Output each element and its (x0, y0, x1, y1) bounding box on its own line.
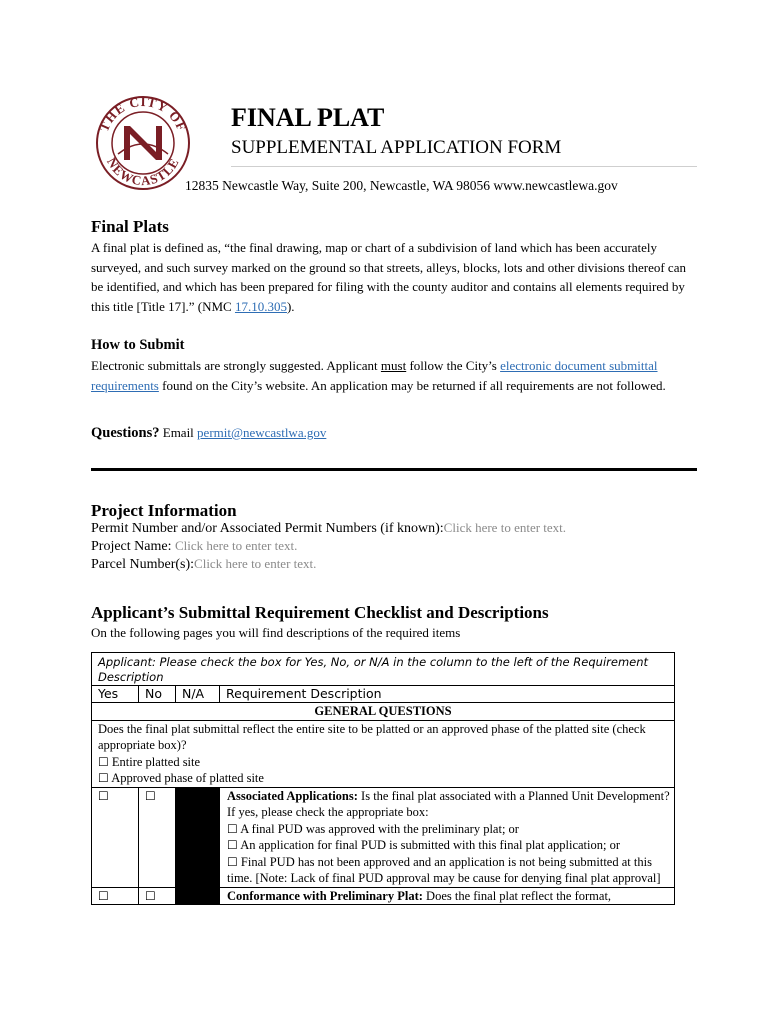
col-description-header: Requirement Description (220, 686, 675, 703)
project-name-field[interactable]: Click here to enter text. (174, 538, 298, 553)
pud-option-3-checkbox[interactable]: ☐ (227, 854, 238, 869)
approved-phase-option[interactable] (98, 770, 674, 787)
table-row (92, 787, 675, 887)
general-questions-header: GENERAL QUESTIONS (92, 703, 675, 721)
pud-option-1-label: A final PUD was approved with the preliminary plat; or (240, 821, 519, 836)
entire-site-checkbox[interactable]: ☐ (98, 754, 109, 769)
final-plats-definition (91, 238, 691, 316)
conformance-cell (220, 887, 675, 905)
how-to-submit-heading: How to Submit (91, 337, 185, 353)
parcel-number-row (91, 556, 316, 573)
entire-site-option[interactable] (98, 754, 674, 771)
final-plats-heading: Final Plats (91, 217, 169, 236)
col-na-header: N/A (176, 686, 220, 703)
parcel-number-field[interactable]: Click here to enter text. (194, 556, 317, 571)
associated-applications-text: Is the final plat associated with a Planned Unit Development? If yes, please check the appropriate box: (227, 788, 670, 819)
approved-phase-checkbox[interactable]: ☐ (98, 771, 109, 785)
city-address: 12835 Newcastle Way, Suite 200, Newcastle, WA 98056 www.newcastlewa.gov (185, 178, 618, 193)
table-header-row (92, 686, 675, 703)
scope-question-cell (92, 720, 675, 787)
scope-question-text: Does the final plat submittal reflect the entire site to be platted or an approved phase of the platted site (check appropriate box)? (98, 721, 646, 752)
permit-number-field[interactable]: Click here to enter text. (443, 520, 567, 535)
checklist-heading: Applicant’s Submittal Requirement Checklist and Descriptions (91, 603, 549, 622)
associated-applications-cell (220, 787, 675, 887)
parcel-number-label: Parcel Number(s): (91, 557, 195, 572)
form-title: FINAL PLAT (231, 103, 385, 132)
conformance-text: Does the final plat reflect the format, (422, 888, 612, 903)
questions-label: Questions? (91, 425, 160, 441)
pud-option-3-label: Final PUD has not been approved and an application is not being submitted at this time. [Note: Lack of final PUD approval may be cause for denying final plat approval] (227, 854, 661, 885)
pud-option-2-label: An application for final PUD is submitted with this final plat application; or (240, 838, 621, 852)
yes-checkbox[interactable]: ☐ (98, 888, 109, 903)
no-cell (139, 887, 176, 905)
permit-number-label: Permit Number and/or Associated Permit Numbers (if known): (91, 521, 444, 536)
col-no-header: No (139, 686, 176, 703)
section-divider (91, 468, 697, 471)
entire-site-label: Entire platted site (111, 754, 201, 769)
yes-cell (92, 887, 139, 905)
no-checkbox[interactable]: ☐ (145, 888, 156, 903)
project-name-label: Project Name: (91, 539, 175, 554)
permit-email-link[interactable]: permit@newcastlwa.gov (197, 425, 327, 440)
header-divider (231, 166, 697, 167)
na-cell-blocked (176, 887, 220, 905)
permit-number-row (91, 520, 566, 537)
applicant-instructions: Applicant: Please check the box for Yes, No, or N/A in the column to the left of the Requirement Description (92, 653, 675, 686)
pud-option-1[interactable] (227, 821, 674, 838)
table-row (92, 720, 675, 787)
questions-text: Email (159, 425, 198, 440)
svg-text:NEWCASTLE: NEWCASTLE (103, 154, 182, 189)
no-cell (139, 787, 176, 887)
table-row (92, 887, 675, 905)
submit-text-3: found on the City’s website. An application may be returned if all requirements are not followed. (158, 377, 666, 393)
submit-text-1: Electronic submittals are strongly suggested. Applicant (91, 358, 381, 373)
requirements-table (91, 652, 675, 905)
must-emphasis: must (380, 358, 407, 373)
submittal-requirements-link[interactable]: electronic document submittal requirements (91, 358, 658, 393)
col-yes-header: Yes (92, 686, 139, 703)
yes-checkbox[interactable]: ☐ (98, 788, 109, 803)
pud-option-1-checkbox[interactable]: ☐ (227, 821, 238, 836)
final-plats-body: A final plat is defined as, “the final drawing, map or chart of a subdivision of land which has been accurately surveyed, and such survey marked on the ground so that streets, alleys, blocks, lots and other divisions thereof can be identified, and which has been prepared for filing with the county auditor and contains all elements required by this title [Title 17].” (NMC (91, 240, 686, 314)
form-subtitle: SUPPLEMENTAL APPLICATION FORM (231, 137, 562, 158)
how-to-submit-text (91, 356, 691, 395)
final-plats-body-end: ). (286, 298, 295, 314)
project-info-heading: Project Information (91, 501, 237, 520)
approved-phase-label: Approved phase of platted site (111, 771, 264, 785)
pud-option-2[interactable] (227, 837, 674, 854)
checklist-intro: On the following pages you will find descriptions of the required items (91, 625, 461, 640)
associated-applications-title: Associated Applications: (227, 788, 358, 803)
nmc-code-link[interactable]: 17.10.305 (234, 298, 287, 314)
pud-option-3[interactable] (227, 854, 674, 887)
conformance-title: Conformance with Preliminary Plat: (227, 888, 423, 903)
questions-line (91, 423, 691, 444)
project-name-row (91, 538, 297, 555)
pud-option-2-checkbox[interactable]: ☐ (227, 838, 238, 852)
yes-cell (92, 787, 139, 887)
submit-text-2: follow the City’s (406, 358, 501, 373)
table-note-row (92, 653, 675, 686)
city-seal-logo (88, 94, 198, 192)
na-cell-blocked (176, 787, 220, 887)
section-row (92, 703, 675, 721)
svg-text:THE CITY OF: THE CITY OF (96, 94, 190, 134)
no-checkbox[interactable]: ☐ (145, 788, 156, 803)
